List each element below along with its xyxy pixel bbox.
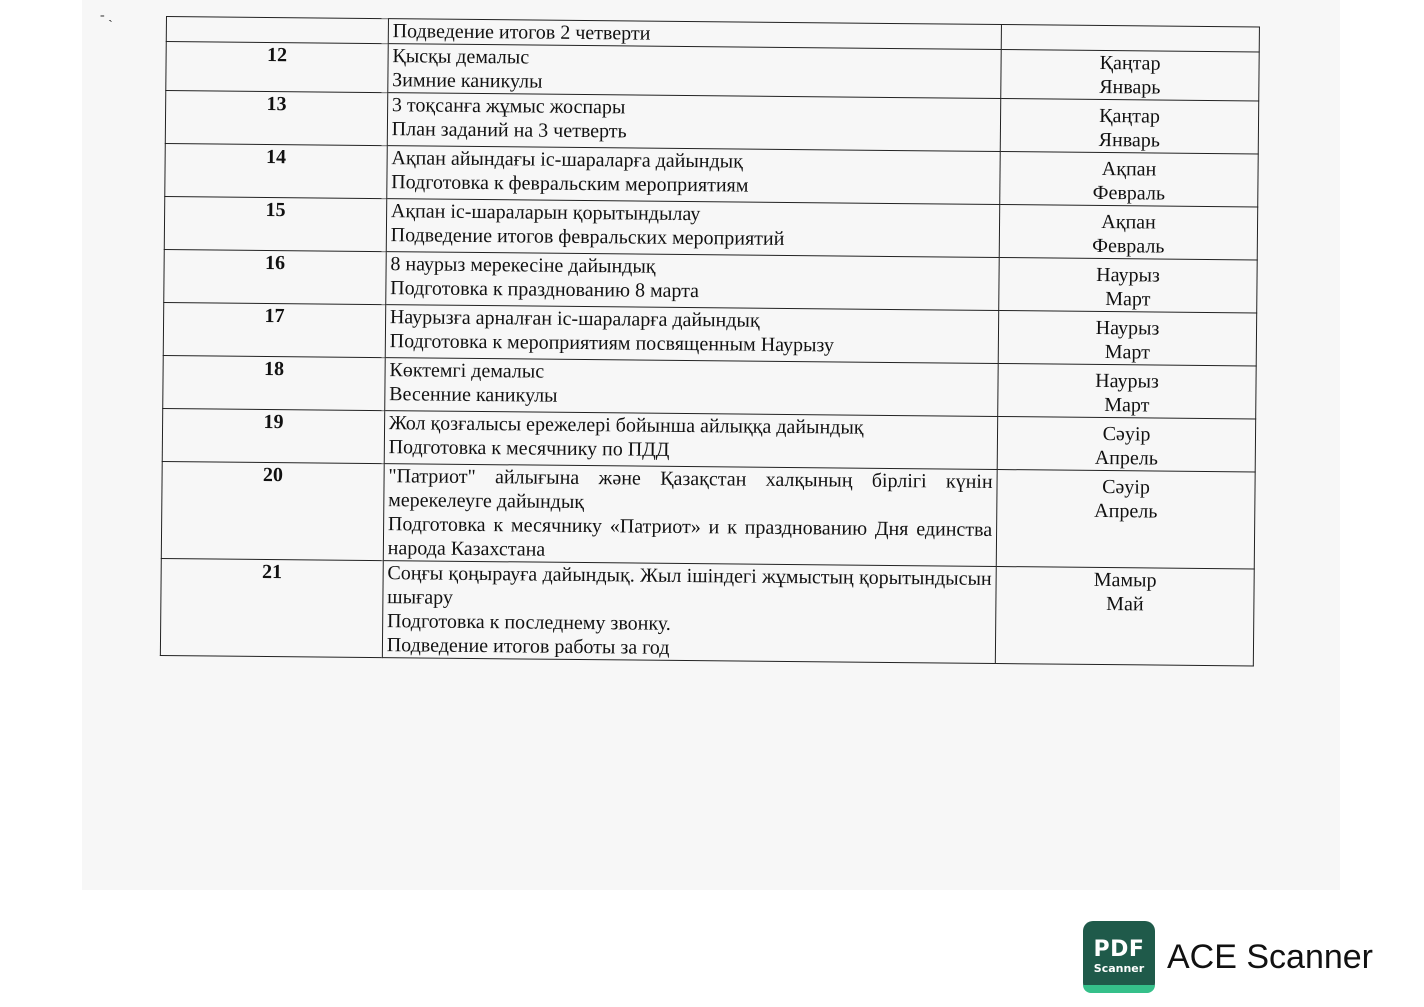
scanner-watermark (1083, 921, 1373, 993)
task-text: Подведение итогов 2 четверти (392, 20, 651, 45)
month-cell (997, 417, 1255, 472)
task-text-kk: Қысқы демалыс (392, 45, 530, 69)
task-cell (384, 411, 998, 470)
scanned-page (82, 0, 1340, 890)
task-text-ru: Подготовка к мероприятиям посвященным Наурызу (389, 330, 835, 357)
pdf-scanner-logo-icon (1083, 921, 1155, 993)
row-number: 16 (164, 249, 386, 304)
month-ru: Апрель (1094, 446, 1158, 470)
task-cell (386, 199, 1000, 258)
task-cell (387, 93, 1001, 152)
task-text-ru: Зимние каникулы (392, 69, 543, 93)
task-text-ru: Подготовка к празднованию 8 марта (390, 277, 700, 303)
row-number: 14 (165, 143, 387, 198)
row-number: 13 (165, 91, 387, 146)
month-ru: Март (1104, 341, 1150, 364)
task-text-ru: Подготовка к последнему звонку. (386, 610, 671, 635)
month-kk: Наурыз (1095, 369, 1159, 393)
month-kk: Мамыр (1093, 568, 1157, 592)
month-kk: Наурыз (1095, 316, 1160, 340)
month-ru: Февраль (1092, 234, 1165, 258)
row-number: 12 (166, 42, 388, 93)
task-cell (385, 358, 999, 417)
month-kk: Сәуір (1102, 423, 1151, 446)
month-cell (1001, 25, 1259, 52)
row-number: 15 (164, 196, 386, 251)
month-ru: Март (1105, 288, 1151, 311)
task-cell (388, 44, 1002, 99)
logo-text: PDF (1093, 937, 1145, 962)
month-ru: Январь (1099, 75, 1161, 99)
task-text-ru: Весенние каникулы (389, 383, 558, 407)
table-row (161, 461, 1255, 568)
month-ru: Март (1104, 394, 1150, 417)
row-number: 20 (161, 461, 384, 560)
logo-subtext: Scanner (1093, 962, 1145, 975)
month-cell (996, 469, 1255, 568)
task-text-kk: Ақпан айындағы іс-шараларға дайындық (391, 147, 743, 173)
month-cell (1000, 99, 1258, 154)
task-cell (387, 146, 1001, 205)
task-text-kk: Жол қозғалысы ережелері бойынша айлыққа дайындық (388, 412, 864, 439)
task-text-ru: Подведение итогов февральских мероприятий (390, 224, 785, 250)
task-text-ru: Подготовка к февральским мероприятиям (391, 171, 749, 197)
month-ru: Февраль (1092, 181, 1166, 205)
row-number: 18 (163, 355, 385, 410)
plan-sheet (160, 16, 1260, 666)
month-ru: Апрель (1094, 499, 1158, 523)
brand-title: ACE Scanner (1167, 937, 1373, 976)
month-ru: Май (1106, 593, 1144, 616)
task-text-ru: Подготовка к месячнику по ПДД (388, 436, 670, 461)
task-text-kk: Көктемгі демалыс (389, 359, 545, 383)
month-kk: Қаңтар (1099, 51, 1161, 75)
task-cell (382, 561, 996, 664)
row-number: 17 (163, 302, 385, 357)
month-cell (1000, 152, 1258, 207)
month-cell (999, 258, 1257, 313)
month-cell (999, 205, 1257, 260)
month-ru: Январь (1098, 128, 1161, 152)
month-cell (1001, 50, 1259, 101)
task-text-kk: Ақпан іс-шараларын қорытындылау (390, 200, 701, 226)
task-text-ru: Подготовка к месячнику «Патриот» и к празднованию Дня единства народа Казахстана (387, 513, 993, 561)
task-cell (383, 464, 997, 567)
task-text-kk: 3 тоқсанға жұмыс жоспары (391, 94, 626, 119)
row-number: 21 (160, 558, 383, 657)
month-cell (995, 566, 1254, 665)
month-cell (998, 311, 1256, 366)
task-text-ru: План заданий на 3 четверть (391, 118, 627, 143)
month-kk: Қаңтар (1099, 104, 1161, 128)
number-cell (166, 17, 388, 44)
month-kk: Ақпан (1101, 210, 1156, 234)
month-kk: Сәуір (1102, 476, 1151, 499)
task-text-kk: Наурызға арналған іс-шараларға дайындық (389, 306, 760, 332)
task-text-kk: "Патриот" айлығына және Қазақстан халқының бірлігі күнін мерекелеуге дайындық (388, 465, 993, 514)
task-text-kk: Соңғы қоңырауға дайындық. Жыл ішіндегі жұмыстың қорытындысын шығару (387, 562, 992, 609)
month-kk: Ақпан (1101, 157, 1157, 181)
scan-mark: - ˎ (100, 8, 113, 23)
task-cell (385, 305, 999, 364)
task-text-kk: 8 наурыз мерекесіне дайындық (390, 253, 656, 278)
table-row (160, 558, 1254, 665)
month-cell (998, 364, 1256, 419)
task-text-ru-2: Подведение итогов работы за год (386, 634, 670, 659)
logo-bar (1083, 985, 1155, 993)
task-cell (386, 252, 1000, 311)
plan-table (160, 16, 1260, 666)
row-number: 19 (162, 408, 384, 463)
month-kk: Наурыз (1096, 263, 1161, 287)
